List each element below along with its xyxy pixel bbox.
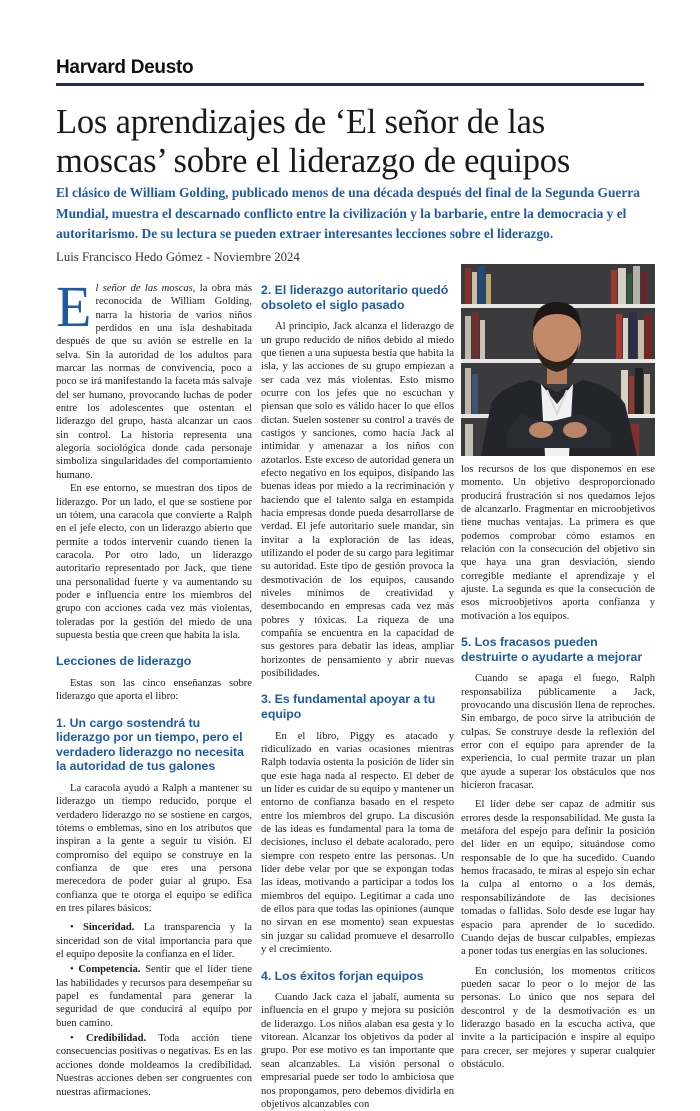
body-paragraph: El líder debe ser capaz de admitir sus errores desde la responsabilidad. Me gusta la metáfora del espejo para definir la posición del líder en un equipo, situándose como responsable de lo que ha sucedido. Cuando hemos fracasado, te miras al espejo sin echar la culpa al entorno o a los demás, responsabilizándote de las decisiones tomadas o fallidas. Solo desde ese lugar hay espacio para aprender de lo sucedido. Cuando dejas de buscar culpables, empiezas a poner todas tus energías en las soluciones. bbox=[461, 799, 655, 958]
article-byline: Luis Francisco Hedo Gómez - Noviembre 2024 bbox=[56, 250, 300, 264]
bullet-credibilidad: • Credibilidad. Toda acción tiene consecuencias positivas o negativas. Es en las acciones donde moldeamos la credibilidad. Nuestras acciones deben ser congruentes con nuestras afirmaciones. bbox=[56, 1033, 253, 1098]
bullet-text: Sentir que el líder tiene las habilidades y recursos para desempeñar su papel es fundamental para generar la seguridad de que conducirá al equipo por buen camino. bbox=[56, 964, 252, 1029]
section-heading-2: 2. El liderazgo autoritario quedó obsoleto el siglo pasado bbox=[261, 283, 449, 312]
body-paragraph: Estas son las cinco enseñanzas sobre liderazgo que aporta el libro: bbox=[56, 677, 252, 703]
section-heading-4: 4. Los éxitos forjan equipos bbox=[261, 968, 424, 983]
section-heading-3: 3. Es fundamental apoyar a tu equipo bbox=[261, 692, 436, 722]
bullet-term: Competencia. bbox=[78, 964, 141, 976]
article-column-2 bbox=[261, 283, 454, 1111]
body-paragraph: los recursos de los que disponemos en ese momento. Un objetivo desproporcionado producirá frustración si nos quedamos lejos de alcanzarlo. Fragmentar en microobjetivos tiene muchas ventajas. La primera es que podemos comprobar cómo estamos en relación con la consecución del objetivo sin que haya una gran desviación, siendo corregible mediante el aprendizaje y el ajuste. La segunda es que la consecución de esos microobjetivos aporta confianza y motivación a los equipos. bbox=[461, 464, 655, 622]
body-paragraph: En ese entorno, se muestran dos tipos de liderazgo. Por un lado, el que se sostiene por un tótem, una caracola que convierte a Ralph en el jefe electo, con un liderazgo abierto que permite a todos intervenir cuando tienen la caracola. Por otro lado, un liderazgo autoritario representado por Jack, que tiene una personalidad fuerte y va aumentando su poder e influencia entre los miembros del grupo con acciones cada vez más violentas, toleradas por la gestión del miedo de una supuesta bestia que creen que habita la isla. bbox=[56, 483, 252, 641]
bullet-term: Credibilidad. bbox=[85, 1033, 147, 1045]
body-paragraph: Al principio, Jack alcanza el liderazgo de un grupo reducido de niños debido al miedo que tienen a una supuesta bestia que habita la isla, y las acciones de su grupo empiezan a ser cada vez más violentas. Esto mismo ocurre con los jefes que no escuchan y piensan que solo es válido hacer lo que ellos dictan. Suelen sostener su control a través de castigos y sanciones, como hacía Jack al intimidar y amenazar a los niños con azotarlos. Este exceso de autoridad genera un efecto negativo en los equipos, disipando las buenas ideas por miedo a la recriminación y haciendo que el talento salga en estampida hacia empresas donde pueda desarrollarse de verdad. El jefe autoritario suele mandar, sin invitar a la exploración de las ideas, utilizando el poder de su cargo para legitimar su autoridad. Este tipo de gestión provoca la desmotivación de los equipos, causando niveles mínimos de creatividad y desembocando en empresas cada vez más pobres y tóxicas. La riqueza de una compañía se encuentra en la capacidad de sus gestores para debatir las ideas, ampliar horizontes de pensamiento y abrir nuevas posibilidades. bbox=[261, 321, 454, 680]
article-column-3 bbox=[461, 463, 655, 1071]
bullet-text: La transparencia y la sinceridad son de vital importancia para que el equipo deposite la confianza en el líder. bbox=[56, 922, 252, 961]
section-heading-5: 5. Los fracasos pueden destruirte o ayudarte a mejorar bbox=[461, 635, 643, 664]
body-paragraph: La caracola ayudó a Ralph a mantener su liderazgo un tiempo reducido, porque el verdadero liderazgo no se sostiene en cargos, tótems o emblemas, sino en los atributos que inspiran a la gente a seguir tu visión. El compromiso del equipo se construye en la confianza de que eres una persona merecedora de poder guiar al grupo. Esa confianza que te otorga el equipo se edifica en tres pilares básicos: bbox=[56, 782, 252, 915]
intro-text: la obra más reconocida de William Golding, narra la historia de varios niños perdidos en una isla deshabitada después de que su avión se estrelle en la selva. Sin la autoridad de los adultos para marcar las normas de convivencia, poco a poco se irá manifestando la faceta más salvaje del ser humano, provocando luchas de poder entre los adolescentes que ostentan el liderazgo del grupo, hasta alcanzar un caos sin control. La historia representa una alegoría sociológica donde cada personaje simboliza singularidades del comportamiento humano. bbox=[56, 283, 253, 481]
author-photo-illustration bbox=[461, 264, 655, 456]
bullet-sinceridad: • Sinceridad. La transparencia y la sinceridad son de vital importancia para que el equipo deposite la confianza en el líder. bbox=[56, 922, 252, 961]
body-paragraph: En conclusión, los momentos críticos pueden sacar lo peor o lo mejor de las personas. Lo único que nos separa del descontrol y de la desmotivación es un liderazgo basado en la escucha activa, que invite a la participación e inspire al equipo para crecer, ser mejores y superar cualquier obstáculo. bbox=[461, 965, 655, 1070]
bullet-term: Sinceridad. bbox=[82, 922, 135, 934]
book-title-italic: l señor de las moscas, bbox=[95, 283, 196, 294]
body-paragraph: Cuando Jack caza el jabalí, aumenta su influencia en el grupo y mejora su posición de liderazgo. Los niños alaban esa gesta y lo vitorean. Alcanzar los objetivos da poder al grupo. Por ese motivo es tan importante que sean alcanzables. La visión personal o empresarial puede ser todo lo ambiciosa que nos propongamos, pero debemos dividirla en objetivos alcanzables con bbox=[261, 992, 454, 1110]
body-paragraph: En el libro, Piggy es atacado y ridiculizado en varias ocasiones mientras Ralph todavía ostenta la posición de líder sin que este haga nada al respecto. El deber de un líder es cuidar de su equipo y mantener un entorno de confianza basado en el respeto entre los miembros del grupo. La discusión de las ideas es fundamental para la toma de decisiones, incluso el debate acalorado, pero siempre con respeto entre las personas. Un líder debe velar por que se expongan todas las ideas, motivando a participar a todos los miembros del equipo. Legitimar a cada uno de ellos para que todas las opiniones (aunque no sirvan en ese momento) sean expuestas sin juzgar su calidad promueve el desarrollo y el crecimiento. bbox=[261, 730, 454, 956]
body-paragraph: Cuando se apaga el fuego, Ralph responsabiliza públicamente a Jack, provocando una discusión llena de reproches. Sin embargo, de poco sirve la atribución de culpas. Se construye desde la reflexión del error con el equipo para aprender de la experiencia, lo cual permite trazar un plan que ayude a superar los obstáculos que nos hicieron fracasar. bbox=[461, 673, 655, 792]
masthead-logo: Harvard Deusto bbox=[56, 57, 194, 78]
article-column-1 bbox=[56, 274, 253, 1099]
author-photo bbox=[461, 264, 655, 456]
dropcap: E bbox=[56, 274, 92, 339]
bullet-text: Toda acción tiene consecuencias positivas o negativas. Es en las acciones donde moldeamos la credibilidad. Nuestras acciones deben ser congruentes con nuestras afirmaciones. bbox=[56, 1033, 253, 1098]
article-standfirst: El clásico de William Golding, publicado menos de una década después del final de la Segunda Guerra Mundial, muestra el descarnado conflicto entre la civilización y la barbarie, entre la democracia y el autoritarismo. De su lectura se pueden extraer interesantes lecciones sobre el liderazgo. bbox=[56, 185, 640, 241]
bullet-competencia: • Competencia. Sentir que el líder tiene las habilidades y recursos para desempeñar su papel es fundamental para generar la seguridad de que conducirá al equipo por buen camino. bbox=[56, 964, 252, 1029]
intro-paragraph bbox=[56, 274, 253, 482]
section-heading-1: 1. Un cargo sostendrá tu liderazgo por un tiempo, pero el verdadero liderazgo no necesita la autoridad de tus galones bbox=[56, 715, 244, 774]
masthead-rule bbox=[56, 83, 644, 86]
article-headline: Los aprendizajes de ‘El señor de las moscas’ sobre el liderazgo de equipos bbox=[56, 103, 571, 180]
section-heading-lecciones: Lecciones de liderazgo bbox=[56, 654, 192, 669]
